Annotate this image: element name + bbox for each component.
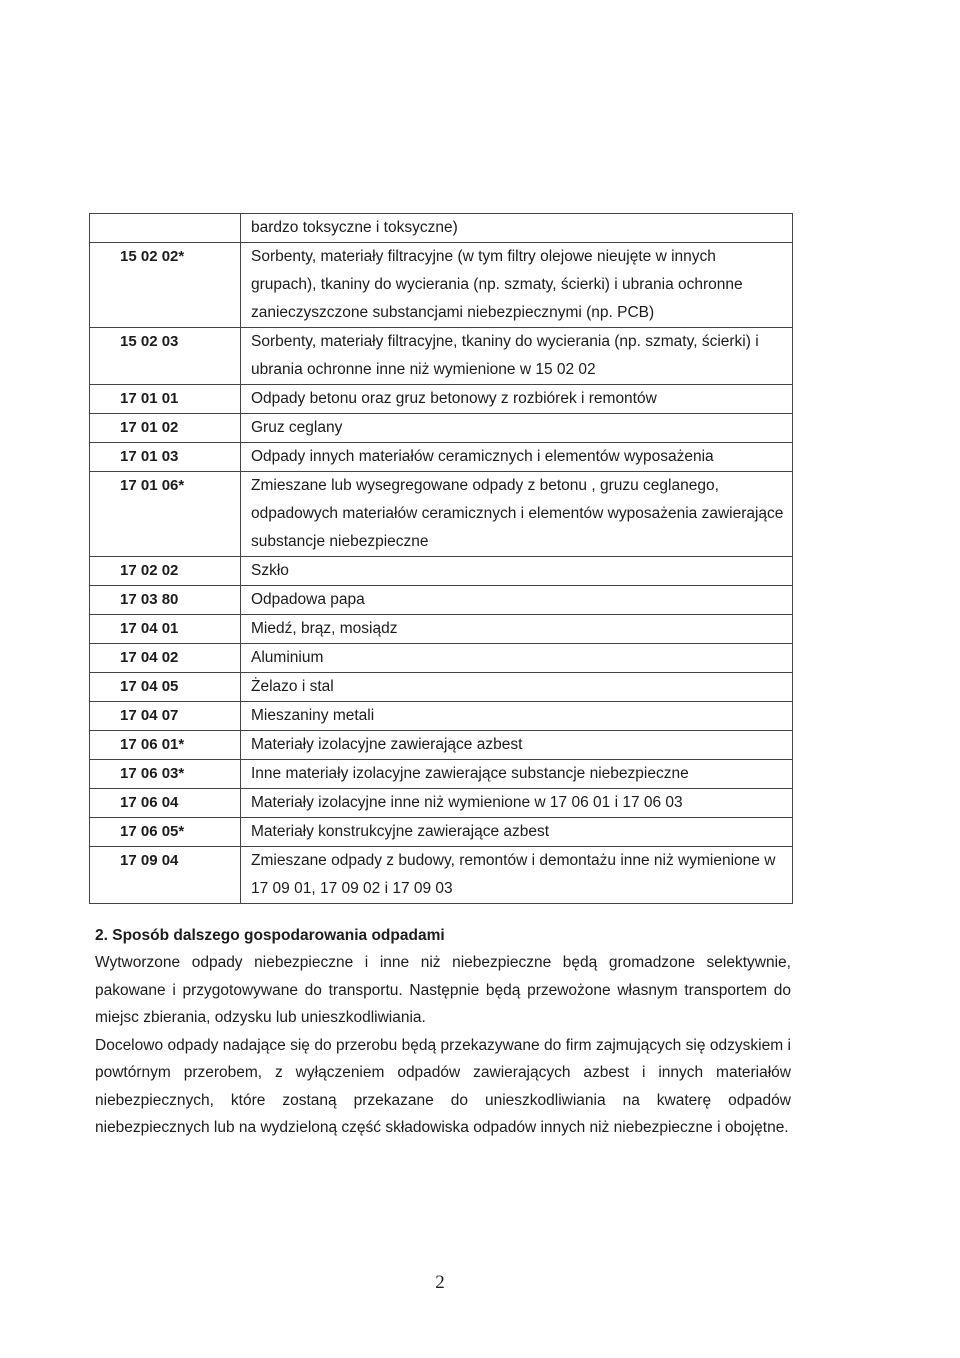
waste-code-cell bbox=[90, 214, 241, 243]
waste-code-cell: 17 04 01 bbox=[90, 615, 241, 644]
table-row bbox=[90, 847, 793, 904]
table-row bbox=[90, 243, 793, 328]
table-row bbox=[90, 673, 793, 702]
waste-description-cell: Odpady betonu oraz gruz betonowy z rozbiórek i remontów bbox=[241, 385, 793, 414]
waste-description-cell: Zmieszane lub wysegregowane odpady z betonu , gruzu ceglanego, odpadowych materiałów ceramicznych i elementów wyposażenia zawierające substancje niebezpieczne bbox=[241, 472, 793, 557]
waste-description-cell: Miedź, brąz, mosiądz bbox=[241, 615, 793, 644]
table-row bbox=[90, 760, 793, 789]
waste-code-cell: 17 06 04 bbox=[90, 789, 241, 818]
table-row bbox=[90, 214, 793, 243]
table-row bbox=[90, 644, 793, 673]
waste-description-cell: Aluminium bbox=[241, 644, 793, 673]
paragraph-1: Wytworzone odpady niebezpieczne i inne niż niebezpieczne będą gromadzone selektywnie, pakowane i przygotowywane do transportu. Następnie będą przewożone własnym transportem do miejsc zbierania, odzysku lub unieszkodliwiania. bbox=[95, 954, 791, 1026]
waste-code-table bbox=[89, 213, 793, 904]
waste-description-cell: Żelazo i stal bbox=[241, 673, 793, 702]
table-row bbox=[90, 557, 793, 586]
waste-code-cell: 17 06 03* bbox=[90, 760, 241, 789]
waste-description-cell: Materiały izolacyjne inne niż wymienione w 17 06 01 i 17 06 03 bbox=[241, 789, 793, 818]
waste-table-body bbox=[90, 214, 793, 904]
waste-code-cell: 17 04 02 bbox=[90, 644, 241, 673]
waste-code-cell: 17 06 01* bbox=[90, 731, 241, 760]
waste-code-cell: 17 04 07 bbox=[90, 702, 241, 731]
table-row bbox=[90, 789, 793, 818]
waste-code-cell: 17 06 05* bbox=[90, 818, 241, 847]
table-row bbox=[90, 328, 793, 385]
waste-code-cell: 17 09 04 bbox=[90, 847, 241, 904]
table-row bbox=[90, 472, 793, 557]
table-row bbox=[90, 443, 793, 472]
table-row bbox=[90, 615, 793, 644]
waste-code-cell: 17 01 01 bbox=[90, 385, 241, 414]
table-row bbox=[90, 586, 793, 615]
waste-description-cell: Odpadowa papa bbox=[241, 586, 793, 615]
waste-code-cell: 15 02 03 bbox=[90, 328, 241, 385]
waste-description-cell: Mieszaniny metali bbox=[241, 702, 793, 731]
waste-description-cell: Inne materiały izolacyjne zawierające substancje niebezpieczne bbox=[241, 760, 793, 789]
waste-description-cell: bardzo toksyczne i toksyczne) bbox=[241, 214, 793, 243]
waste-description-cell: Zmieszane odpady z budowy, remontów i demontażu inne niż wymienione w 17 09 01, 17 09 02 i 17 09 03 bbox=[241, 847, 793, 904]
paragraph-2: Docelowo odpady nadające się do przerobu będą przekazywane do firm zajmujących się odzyskiem i powtórnym przerobem, z wyłączeniem odpadów zawierających azbest i innych materiałów niebezpiecznych, które zostaną przekazane do unieszkodliwiania na kwaterę odpadów niebezpiecznych lub na wydzieloną część składowiska odpadów innych niż niebezpieczne i obojętne. bbox=[95, 1036, 791, 1136]
table-row bbox=[90, 818, 793, 847]
table-row bbox=[90, 414, 793, 443]
waste-code-cell: 15 02 02* bbox=[90, 243, 241, 328]
waste-description-cell: Gruz ceglany bbox=[241, 414, 793, 443]
section-heading: 2. Sposób dalszego gospodarowania odpadami bbox=[95, 927, 445, 944]
waste-description-cell: Sorbenty, materiały filtracyjne (w tym filtry olejowe nieujęte w innych grupach), tkaniny do wycierania (np. szmaty, ścierki) i ubrania ochronne zanieczyszczone substancjami niebezpiecznymi (np. PCB) bbox=[241, 243, 793, 328]
waste-code-cell: 17 01 02 bbox=[90, 414, 241, 443]
waste-management-section bbox=[95, 922, 791, 1142]
table-row bbox=[90, 731, 793, 760]
waste-code-cell: 17 03 80 bbox=[90, 586, 241, 615]
waste-description-cell: Materiały izolacyjne zawierające azbest bbox=[241, 731, 793, 760]
waste-description-cell: Sorbenty, materiały filtracyjne, tkaniny do wycierania (np. szmaty, ścierki) i ubrania ochronne inne niż wymienione w 15 02 02 bbox=[241, 328, 793, 385]
page-number: 2 bbox=[435, 1272, 445, 1293]
waste-description-cell: Materiały konstrukcyjne zawierające azbest bbox=[241, 818, 793, 847]
waste-description-cell: Szkło bbox=[241, 557, 793, 586]
waste-code-cell: 17 01 06* bbox=[90, 472, 241, 557]
table-row bbox=[90, 385, 793, 414]
waste-code-cell: 17 02 02 bbox=[90, 557, 241, 586]
waste-code-cell: 17 04 05 bbox=[90, 673, 241, 702]
table-row bbox=[90, 702, 793, 731]
waste-description-cell: Odpady innych materiałów ceramicznych i elementów wyposażenia bbox=[241, 443, 793, 472]
waste-code-cell: 17 01 03 bbox=[90, 443, 241, 472]
